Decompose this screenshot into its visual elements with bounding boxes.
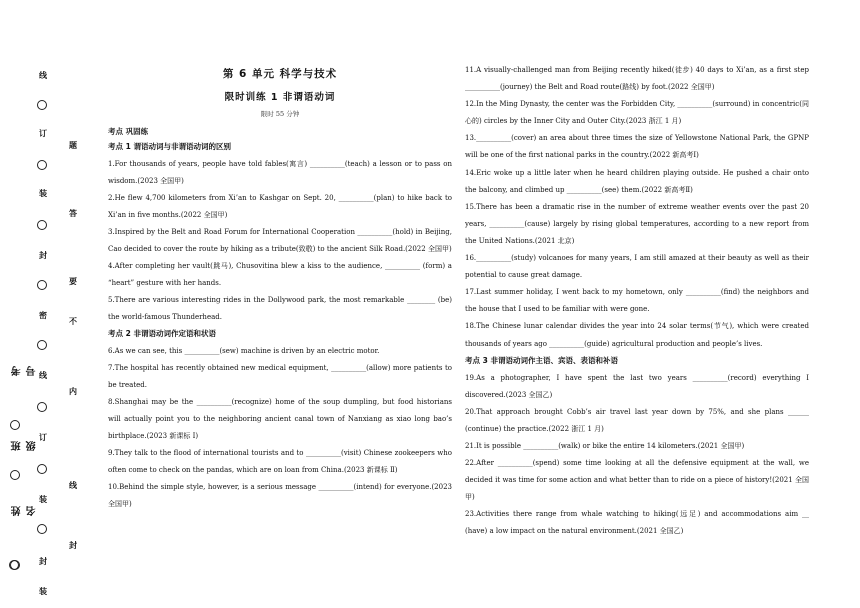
question-18: 18.The Chinese lunar calendar divides the year into 24 solar terms(节气), which were created thousands of years ago __________(guide) agricultural production and people’s lives.: [465, 322, 809, 348]
binding-char: 线: [39, 370, 47, 380]
binding-char: 装: [39, 586, 47, 596]
question-16: 16.__________(study) volcanoes for many years, I am still amazed at their beauty as well as their potential to cause great damage.: [465, 254, 809, 280]
binding-circle: [37, 220, 47, 230]
binding-char: 答: [69, 208, 77, 218]
question-19: 19.As a photographer, I have spent the last two years __________(record) everything I discovered.(2023 全国乙): [465, 373, 809, 399]
binding-circle: [10, 470, 20, 480]
binding-char: 装: [39, 494, 47, 504]
section-title-2: 考点 2 非谓语动词作定语和状语: [108, 329, 216, 338]
question-9: 9.They talk to the flood of international tourists and to __________(visit) Chinese zookeepers who often come to check on the pandas, which are on loan from China.(2023 新课标 Ⅱ): [108, 449, 452, 474]
section-title-3: 考点 3 非谓语动词作主语、宾语、表语和补语: [465, 355, 618, 365]
binding-circle: [37, 160, 47, 170]
question-7: 7.The hospital has recently obtained new medical equipment, __________(allow) more patients to be treated.: [108, 364, 452, 389]
question-3: 3.Inspired by the Belt and Road Forum for International Cooperation __________(hold) in Beijing, Cao decided to cover the route by hiking as a tribute(致敬) to the ancient Silk Road.(2022 全国甲): [108, 228, 452, 253]
question-4: 4.After completing her vault(跳马), Chusovitina blew a kiss to the audience, __________ (form) a “heart” gesture with her hands.: [108, 262, 452, 287]
question-1: 1.For thousands of years, people have told fables(寓言) __________(teach) a lesson or to pass on wisdom.(2023 全国甲): [108, 160, 452, 185]
binding-circle: [37, 524, 47, 534]
binding-char: 线: [39, 70, 47, 80]
binding-char: 订: [39, 432, 47, 442]
binding-char: 线: [69, 480, 77, 490]
section-heading: 考点 巩固练: [108, 127, 149, 136]
question-5: 5.There are various interesting rides in the Dollywood park, the most remarkable ________ (be) the world-famous Thunderhead.: [108, 296, 452, 321]
question-21: 21.It is possible __________(walk) or bike the entire 14 kilometers.(2021 全国甲): [465, 441, 745, 450]
sub-title: 限时训练 1 非谓语动词: [224, 92, 336, 103]
binding-circle: [37, 464, 47, 474]
class-label: 班级: [12, 440, 38, 451]
binding-circle: [37, 402, 47, 412]
binding-char: 封: [69, 540, 77, 550]
question-2: 2.He flew 4,700 kilometers from Xi’an to Kashgar on Sept. 20, __________(plan) to hike back to Xi’an in five months.(2022 全国甲): [108, 194, 452, 219]
question-17: 17.Last summer holiday, I went back to my hometown, only __________(find) the neighbors and the house that I used to be familiar with were gone.: [465, 288, 809, 314]
binding-char: 封: [39, 250, 47, 260]
left-column: [108, 60, 452, 513]
binding-circle: [10, 420, 20, 430]
binding-circle: [37, 280, 47, 290]
binding-char: 订: [39, 128, 47, 138]
question-12: 12.In the Ming Dynasty, the center was the Forbidden City, __________(surround) in concentric(同心的) circles by the Inner City and Outer City.(2023 浙江 1 月): [465, 100, 809, 126]
binding-circle: [37, 340, 47, 350]
question-8: 8.Shanghai may be the __________(recognize) home of the soup dumpling, but food historians will actually point you to the neighboring ancient canal town of Nanxiang as xiao long bao’s birthplace.(2023 新课标 Ⅰ): [108, 398, 452, 440]
question-11: 11.A visually-challenged man from Beijing recently hiked(徒步) 40 days to Xi’an, as a first step __________(journey) the Belt and Road route(路线) by foot.(2022 全国甲): [465, 66, 809, 92]
question-6: 6.As we can see, this __________(sew) machine is driven by an electric motor.: [108, 347, 380, 355]
question-20: 20.That approach brought Cobb’s air travel last year down by 75%, and she plans ______ (continue) the practice.(2022 浙江 1 月): [465, 407, 809, 433]
question-22: 22.After __________(spend) some time looking at all the defensive equipment at the wall, we decided it was time for some action and what better than to ride on a piece of history!(2021 全国甲): [465, 459, 809, 502]
unit-title: 第 6 单元 科学与技术: [222, 68, 338, 80]
right-column: [465, 62, 809, 541]
binding-char: 装: [39, 188, 47, 198]
binding-circle: [10, 560, 20, 570]
time-limit: 限时 55 分钟: [260, 110, 300, 118]
question-23: 23.Activities there range from whale watching to hiking(远足) and accommodations aim __ (have) a low impact on the natural environment.(2021 全国乙): [465, 510, 809, 536]
binding-circle: [37, 100, 47, 110]
binding-margin: [0, 0, 100, 608]
binding-char: 密: [39, 310, 47, 320]
question-14: 14.Eric woke up a little later when he heard children playing outside. He pushed a chair onto the balcony, and climbed up __________(see) them.(2022 新高考Ⅱ): [465, 168, 809, 194]
question-15: 15.There has been a dramatic rise in the number of extreme weather events over the past 20 years, __________(cause) largely by rising global temperatures, according to a new report from the United Nations.(2021 北京): [465, 202, 809, 245]
question-13: 13.__________(cover) an area about three times the size of Yellowstone National Park, the GPNP will be one of the first national parks in the country.(2022 新高考Ⅰ): [465, 134, 809, 160]
binding-char: 不: [69, 316, 77, 326]
binding-char: 题: [69, 140, 77, 150]
name-label: 姓名: [12, 505, 38, 516]
binding-char: 封: [39, 556, 47, 566]
question-10: 10.Behind the simple style, however, is a serious message __________(intend) for everyone.(2023 全国甲): [108, 483, 452, 508]
binding-char: 内: [69, 386, 77, 396]
binding-char: 要: [69, 276, 77, 286]
exam-number-label: 考号: [12, 365, 38, 376]
section-title-1: 考点 1 谓语动词与非谓语动词的区别: [108, 142, 231, 151]
